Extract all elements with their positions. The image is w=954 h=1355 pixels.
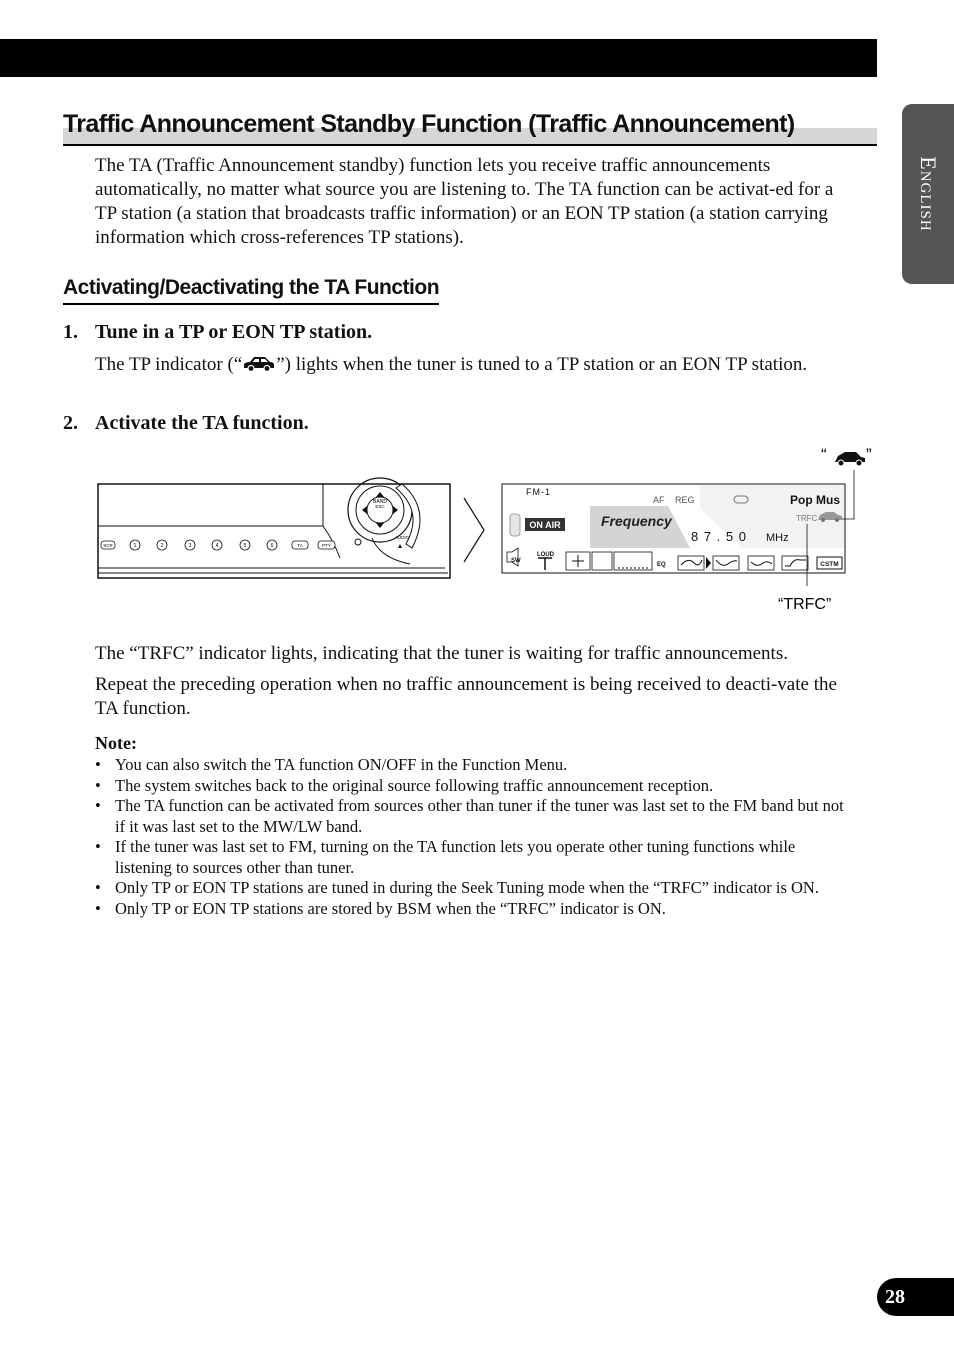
- figure-illustration: [0, 440, 954, 620]
- trfc-explanation: The “TRFC” indicator lights, indicating that the tuner is waiting for traffic announcements.: [95, 643, 788, 664]
- section-subheading: Activating/Deactivating the TA Function: [63, 276, 439, 305]
- mode-label: Frequency: [601, 513, 672, 529]
- notes-list: [95, 755, 855, 919]
- ta-button-label: TA: [297, 543, 303, 548]
- note-item: • Only TP or EON TP stations are stored by BSM when the “TRFC” indicator is ON.: [95, 899, 855, 920]
- frequency-unit: MHz: [766, 532, 789, 544]
- nav-band-label: BAND: [373, 499, 387, 505]
- antenna-icon: [510, 514, 520, 536]
- preset-buttons: [101, 540, 335, 550]
- step-2-text: Activate the TA function.: [95, 412, 309, 434]
- chevron-right-icon: [464, 498, 484, 562]
- reg-indicator: REG: [675, 495, 695, 505]
- step-1-number: 1.: [63, 321, 78, 343]
- note-item: • If the tuner was last set to FM, turning on the TA function lets you operate other tuning functions while listening to sources other than tuner.: [95, 837, 855, 878]
- note-item: • The system switches back to the original source following traffic announcement reception.: [95, 776, 855, 797]
- tp-car-icon: [242, 354, 276, 372]
- on-air-text: ON AIR: [529, 520, 561, 530]
- nav-esc-label: ESC: [375, 504, 385, 509]
- band-indicator: FM-1: [526, 487, 551, 497]
- step-1-title: [63, 321, 372, 344]
- step-1-text: Tune in a TP or EON TP station.: [95, 321, 373, 343]
- header-bar: [0, 39, 877, 77]
- preset-3-label: 3: [188, 543, 192, 549]
- step-1-desc-before: The TP indicator (“: [95, 354, 243, 375]
- preset-4-label: 4: [215, 543, 219, 549]
- heading-rule: [63, 144, 877, 146]
- preset-5-label: 5: [243, 543, 247, 549]
- scr-button-label: SCR: [103, 543, 113, 548]
- language-label: English: [916, 156, 941, 232]
- language-tab: [902, 104, 954, 284]
- audio-label: AUDIO: [394, 535, 410, 540]
- pty-button-label: PTY: [322, 543, 331, 548]
- loud-label: LOUD: [537, 552, 554, 558]
- af-indicator: AF: [653, 495, 665, 505]
- callout-trfc-label: “TRFC”: [778, 596, 832, 613]
- frequency-readout: 8 7 . 5 0: [691, 529, 747, 544]
- note-title: Note:: [95, 733, 137, 753]
- sw-label: SW: [511, 558, 521, 564]
- callout-quote-close: ”: [866, 445, 872, 464]
- page-title: Traffic Announcement Standby Function (Traffic Announcement): [63, 110, 795, 138]
- preset-6-label: 6: [270, 543, 274, 549]
- deactivate-explanation: Repeat the preceding operation when no traffic announcement is being received to deacti-vate the TA function.: [95, 674, 837, 719]
- step-1-desc-after: ”) lights when the tuner is tuned to a TP station or an EON TP station.: [276, 354, 808, 375]
- note-item: • You can also switch the TA function ON/OFF in the Function Menu.: [95, 755, 855, 776]
- note-item: • The TA function can be activated from sources other than tuner if the tuner was last set to the FM band but not if it was last set to the MW/LW band.: [95, 796, 855, 837]
- program-type-indicator: Pop Mus: [790, 493, 840, 507]
- intro-paragraph: The TA (Traffic Announcement standby) function lets you receive traffic announcements automatically, no matter what source you are listening to. The TA function can be activat-ed for a TP station (a station that broadcasts traffic information) or an EON TP station (a station carrying information which cross-references TP stations).: [95, 155, 834, 248]
- custom-eq-label: CSTM: [820, 561, 839, 568]
- head-unit-panel: [98, 478, 450, 578]
- page-number: 28: [877, 1278, 954, 1316]
- preset-1-label: 1: [133, 543, 137, 549]
- display-panel: [502, 484, 845, 573]
- note-item: • Only TP or EON TP stations are tuned in during the Seek Tuning mode when the “TRFC” indicator is ON.: [95, 878, 855, 899]
- preset-2-label: 2: [160, 543, 164, 549]
- step-2-title: [63, 412, 309, 435]
- step-1-description: [95, 353, 855, 377]
- eq-label: EQ: [657, 562, 666, 568]
- step-2-number: 2.: [63, 412, 78, 434]
- trfc-indicator: TRFC: [796, 514, 818, 523]
- callout-quote-open: “: [821, 445, 827, 464]
